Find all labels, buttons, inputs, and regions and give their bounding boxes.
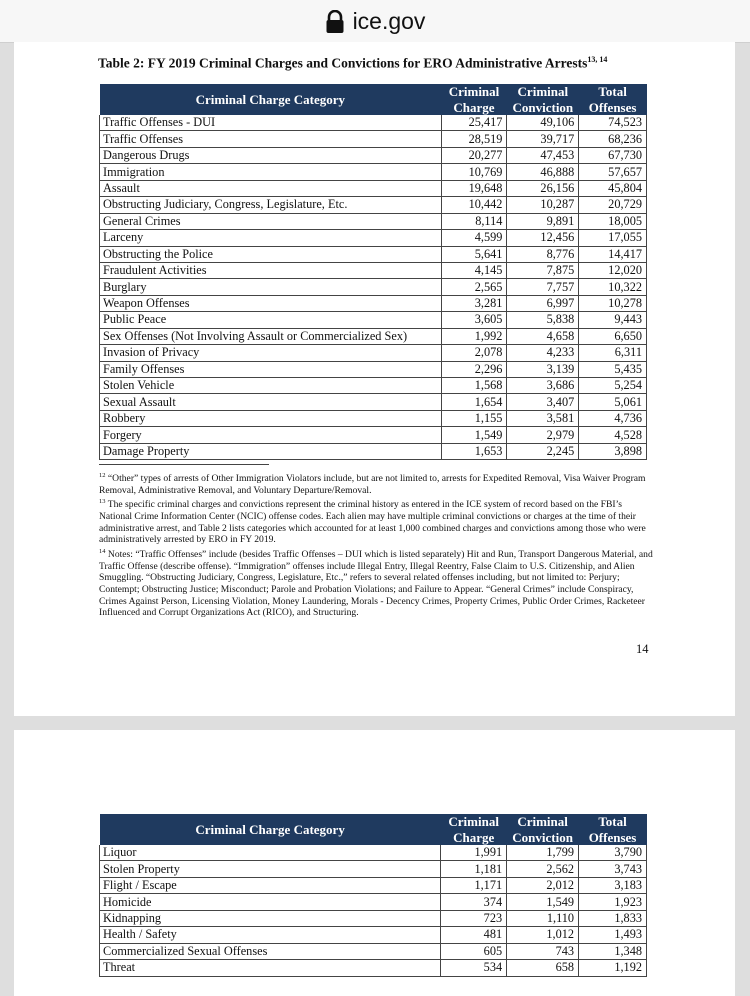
row-conviction: 1,799 (507, 845, 579, 861)
table-row (100, 443, 647, 459)
row-category: Sexual Assault (100, 394, 442, 410)
row-total: 1,923 (579, 894, 647, 910)
row-charge: 2,296 (441, 361, 507, 377)
table-row (100, 164, 647, 180)
row-conviction: 1,110 (507, 910, 579, 926)
row-conviction: 4,233 (507, 345, 579, 361)
row-conviction: 10,287 (507, 197, 579, 213)
row-charge: 723 (441, 910, 507, 926)
row-category: Traffic Offenses - DUI (100, 115, 442, 131)
table-row (100, 115, 647, 131)
row-total: 1,192 (579, 960, 647, 976)
charges-table-1 (99, 84, 647, 460)
row-conviction: 7,875 (507, 262, 579, 278)
row-category: Commercialized Sexual Offenses (100, 943, 441, 959)
table-row (100, 943, 647, 959)
table-header-row (100, 84, 647, 115)
domain-text: ice.gov (352, 7, 426, 34)
table-row (100, 213, 647, 229)
row-category: Family Offenses (100, 361, 442, 377)
row-category: Kidnapping (100, 910, 441, 926)
row-charge: 534 (441, 960, 507, 976)
row-charge: 1,549 (441, 427, 507, 443)
footnote-divider (99, 464, 269, 465)
row-total: 3,898 (579, 443, 647, 459)
header-charge: Criminal Charge (441, 84, 507, 115)
row-conviction: 2,562 (507, 861, 579, 877)
row-total: 3,743 (579, 861, 647, 877)
row-conviction: 5,838 (507, 312, 579, 328)
table-row (100, 345, 647, 361)
row-charge: 2,565 (441, 279, 507, 295)
row-category: Obstructing the Police (100, 246, 442, 262)
row-charge: 8,114 (441, 213, 507, 229)
row-conviction: 2,979 (507, 427, 579, 443)
row-charge: 481 (441, 927, 507, 943)
row-category: Forgery (100, 427, 442, 443)
row-category: Health / Safety (100, 927, 441, 943)
row-conviction: 46,888 (507, 164, 579, 180)
row-total: 1,493 (579, 927, 647, 943)
table-row (100, 427, 647, 443)
row-total: 4,528 (579, 427, 647, 443)
table-body (100, 115, 647, 460)
table-row (100, 147, 647, 163)
row-total: 3,790 (579, 845, 647, 861)
row-total: 12,020 (579, 262, 647, 278)
table-row (100, 295, 647, 311)
table-row (100, 910, 647, 926)
row-total: 5,254 (579, 378, 647, 394)
row-charge: 605 (441, 943, 507, 959)
row-total: 20,729 (579, 197, 647, 213)
row-category: Damage Property (100, 443, 442, 459)
row-charge: 1,181 (441, 861, 507, 877)
row-conviction: 6,997 (507, 295, 579, 311)
row-conviction: 7,757 (507, 279, 579, 295)
row-category: Immigration (100, 164, 442, 180)
row-category: Weapon Offenses (100, 295, 442, 311)
row-category: Traffic Offenses (100, 131, 442, 147)
header-conviction: Criminal Conviction (507, 814, 579, 845)
table-row (100, 927, 647, 943)
row-charge: 10,442 (441, 197, 507, 213)
header-total: Total Offenses (579, 814, 647, 845)
table-row (100, 328, 647, 344)
row-conviction: 743 (507, 943, 579, 959)
browser-address-bar[interactable] (0, 0, 750, 43)
lock-icon (325, 10, 345, 34)
row-total: 6,311 (579, 345, 647, 361)
table-row (100, 279, 647, 295)
header-total: Total Offenses (579, 84, 647, 115)
row-category: Sex Offenses (Not Involving Assault or Commercialized Sex) (100, 328, 442, 344)
table-row (100, 394, 647, 410)
row-total: 10,278 (579, 295, 647, 311)
table-row (100, 131, 647, 147)
row-conviction: 3,686 (507, 378, 579, 394)
row-total: 3,183 (579, 877, 647, 893)
table-row (100, 230, 647, 246)
row-conviction: 3,139 (507, 361, 579, 377)
row-category: General Crimes (100, 213, 442, 229)
row-total: 10,322 (579, 279, 647, 295)
footnote: $^{14}$ Notes: “Traffic Offenses” include (besides Traffic Offenses – DUI which is listed separately) Hit and Run, Transport Dangerous Material, and Traffic Offense (describe offense). “Immigration” offenses include Illegal Entry, Illegal Reentry, False Claim to U.S. Citizenship, and Alien Smuggling. “Obstructing Judiciary, Congress, Legislature, Etc.,” refers to several related offenses including, but not limited to: Perjury; Contempt; Obstructing Justice; Misconduct; Parole and Probation Violations; and Failure to Appear. “General Crimes” include Conspiracy, Crimes Against Person, Licensing Violation, Money Laundering, Morals - Decency Crimes, Property Crimes, Public Order Crimes, Racketeer Influenced and Corrupt Organizations Act (RICO), and Structuring. (99, 547, 653, 619)
row-category: Public Peace (100, 312, 442, 328)
row-total: 18,005 (579, 213, 647, 229)
table-body (100, 845, 647, 976)
row-charge: 1,653 (441, 443, 507, 459)
row-charge: 2,078 (441, 345, 507, 361)
row-category: Assault (100, 180, 442, 196)
row-category: Flight / Escape (100, 877, 441, 893)
header-charge: Criminal Charge (441, 814, 507, 845)
table-row (100, 246, 647, 262)
footnote: $^{13}$ The specific criminal charges and convictions represent the criminal history as entered in the ICE system of record based on the FBI’s National Crime Information Center (NCIC) offense codes. Each alien may have multiple criminal convictions or charges at the time of their administrative arrest, and Table 2 lists categories which accounted for at least 1,000 combined charges and convictions among those who were administratively arrested by ERO in FY 2019. (99, 498, 646, 546)
row-conviction: 9,891 (507, 213, 579, 229)
row-category: Homicide (100, 894, 441, 910)
table-row (100, 845, 647, 861)
page-number: 14 (636, 642, 649, 656)
row-category: Fraudulent Activities (100, 262, 442, 278)
row-charge: 10,769 (441, 164, 507, 180)
row-charge: 28,519 (441, 131, 507, 147)
row-charge: 3,605 (441, 312, 507, 328)
row-charge: 1,155 (441, 410, 507, 426)
document-page-1 (14, 42, 735, 716)
header-category: Criminal Charge Category (100, 84, 442, 115)
row-conviction: 47,453 (507, 147, 579, 163)
table-row (100, 960, 647, 976)
row-conviction: 2,245 (507, 443, 579, 459)
table-header-row (100, 814, 647, 845)
row-total: 14,417 (579, 246, 647, 262)
row-category: Stolen Property (100, 861, 441, 877)
row-charge: 1,654 (441, 394, 507, 410)
row-conviction: 12,456 (507, 230, 579, 246)
table-row (100, 361, 647, 377)
footnote: $^{12}$ “Other” types of arrests of Other Immigration Violators include, but are not limited to, arrests for Expedited Removal, Visa Waiver Program Removal, Administrative Removal, and Voluntary Departure/Removal. (99, 472, 646, 496)
row-charge: 5,641 (441, 246, 507, 262)
row-conviction: 49,106 (507, 115, 579, 131)
row-category: Larceny (100, 230, 442, 246)
row-charge: 1,992 (441, 328, 507, 344)
row-category: Threat (100, 960, 441, 976)
footnotes (99, 470, 654, 619)
row-charge: 19,648 (441, 180, 507, 196)
table-row (100, 262, 647, 278)
document-page-2 (14, 730, 735, 996)
row-category: Stolen Vehicle (100, 378, 442, 394)
row-charge: 4,145 (441, 262, 507, 278)
row-charge: 4,599 (441, 230, 507, 246)
row-total: 1,833 (579, 910, 647, 926)
row-conviction: 2,012 (507, 877, 579, 893)
row-total: 9,443 (579, 312, 647, 328)
header-conviction: Criminal Conviction (507, 84, 579, 115)
row-total: 17,055 (579, 230, 647, 246)
row-total: 74,523 (579, 115, 647, 131)
row-charge: 1,568 (441, 378, 507, 394)
row-charge: 3,281 (441, 295, 507, 311)
row-total: 68,236 (579, 131, 647, 147)
charges-table-2 (99, 814, 647, 977)
row-total: 57,657 (579, 164, 647, 180)
table-row (100, 861, 647, 877)
row-total: 67,730 (579, 147, 647, 163)
table-row (100, 312, 647, 328)
table-title: Table 2: FY 2019 Criminal Charges and Convictions for ERO Administrative Arrests$^{13, 14}$ (98, 55, 608, 71)
row-conviction: 1,012 (507, 927, 579, 943)
row-charge: 374 (441, 894, 507, 910)
row-conviction: 4,658 (507, 328, 579, 344)
row-charge: 1,991 (441, 845, 507, 861)
row-total: 5,061 (579, 394, 647, 410)
row-total: 4,736 (579, 410, 647, 426)
row-category: Obstructing Judiciary, Congress, Legislature, Etc. (100, 197, 442, 213)
row-conviction: 658 (507, 960, 579, 976)
row-conviction: 3,407 (507, 394, 579, 410)
row-charge: 20,277 (441, 147, 507, 163)
table-row (100, 197, 647, 213)
row-category: Dangerous Drugs (100, 147, 442, 163)
table-row (100, 378, 647, 394)
row-conviction: 3,581 (507, 410, 579, 426)
row-category: Burglary (100, 279, 442, 295)
row-total: 5,435 (579, 361, 647, 377)
row-total: 45,804 (579, 180, 647, 196)
row-conviction: 1,549 (507, 894, 579, 910)
table-row (100, 877, 647, 893)
row-category: Robbery (100, 410, 442, 426)
row-category: Liquor (100, 845, 441, 861)
row-conviction: 26,156 (507, 180, 579, 196)
row-category: Invasion of Privacy (100, 345, 442, 361)
header-category: Criminal Charge Category (100, 814, 441, 845)
table-row (100, 410, 647, 426)
row-total: 6,650 (579, 328, 647, 344)
row-charge: 1,171 (441, 877, 507, 893)
table-row (100, 180, 647, 196)
table-row (100, 894, 647, 910)
row-total: 1,348 (579, 943, 647, 959)
row-conviction: 39,717 (507, 131, 579, 147)
row-charge: 25,417 (441, 115, 507, 131)
row-conviction: 8,776 (507, 246, 579, 262)
